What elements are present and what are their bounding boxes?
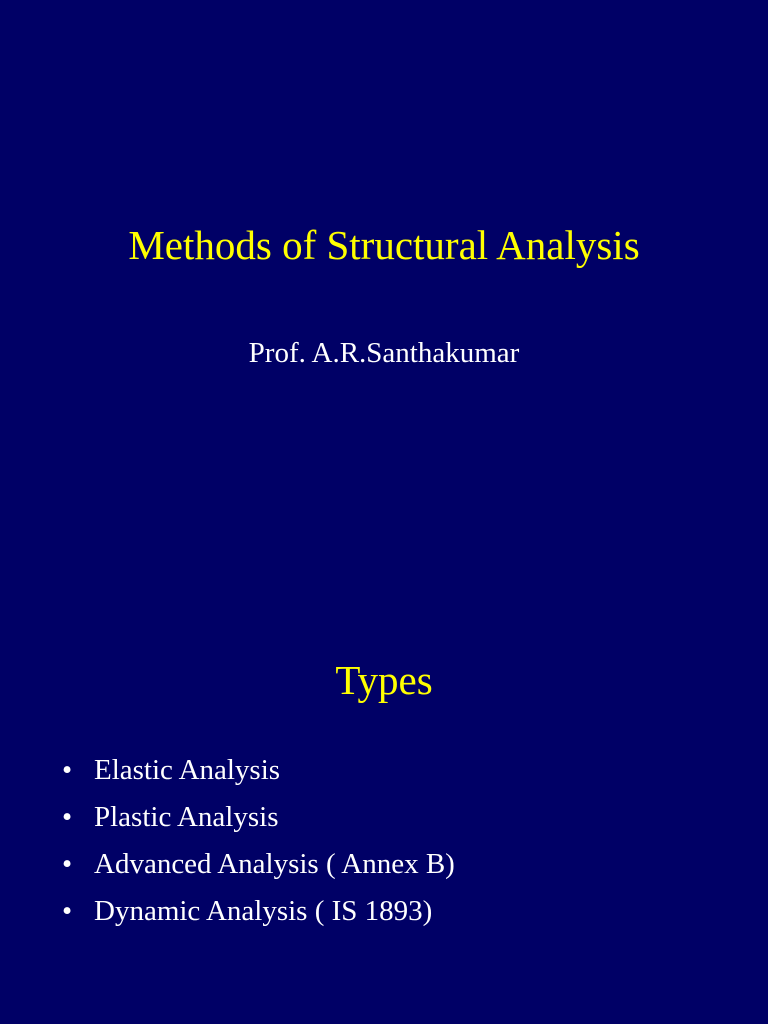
bullet-text: Plastic Analysis (94, 801, 279, 833)
bullet-icon: • (62, 754, 73, 786)
bullet-text: Elastic Analysis (94, 754, 281, 786)
slide-author: Prof. A.R.Santhakumar (248, 337, 520, 369)
bullet-icon: • (62, 895, 73, 927)
slide-title-heading: Methods of Structural Analysis (128, 222, 640, 268)
slide-types-heading: Types (335, 657, 433, 703)
bullet-item (62, 844, 455, 891)
bullet-text: Advanced Analysis ( Annex B) (94, 848, 455, 880)
bullet-item (62, 750, 455, 797)
bullet-icon: • (62, 848, 73, 880)
slide-types (0, 512, 768, 1024)
bullet-list (62, 750, 455, 938)
bullet-icon: • (62, 801, 73, 833)
bullet-item (62, 891, 455, 938)
bullet-text: Dynamic Analysis ( IS 1893) (94, 895, 433, 927)
bullet-item (62, 797, 455, 844)
